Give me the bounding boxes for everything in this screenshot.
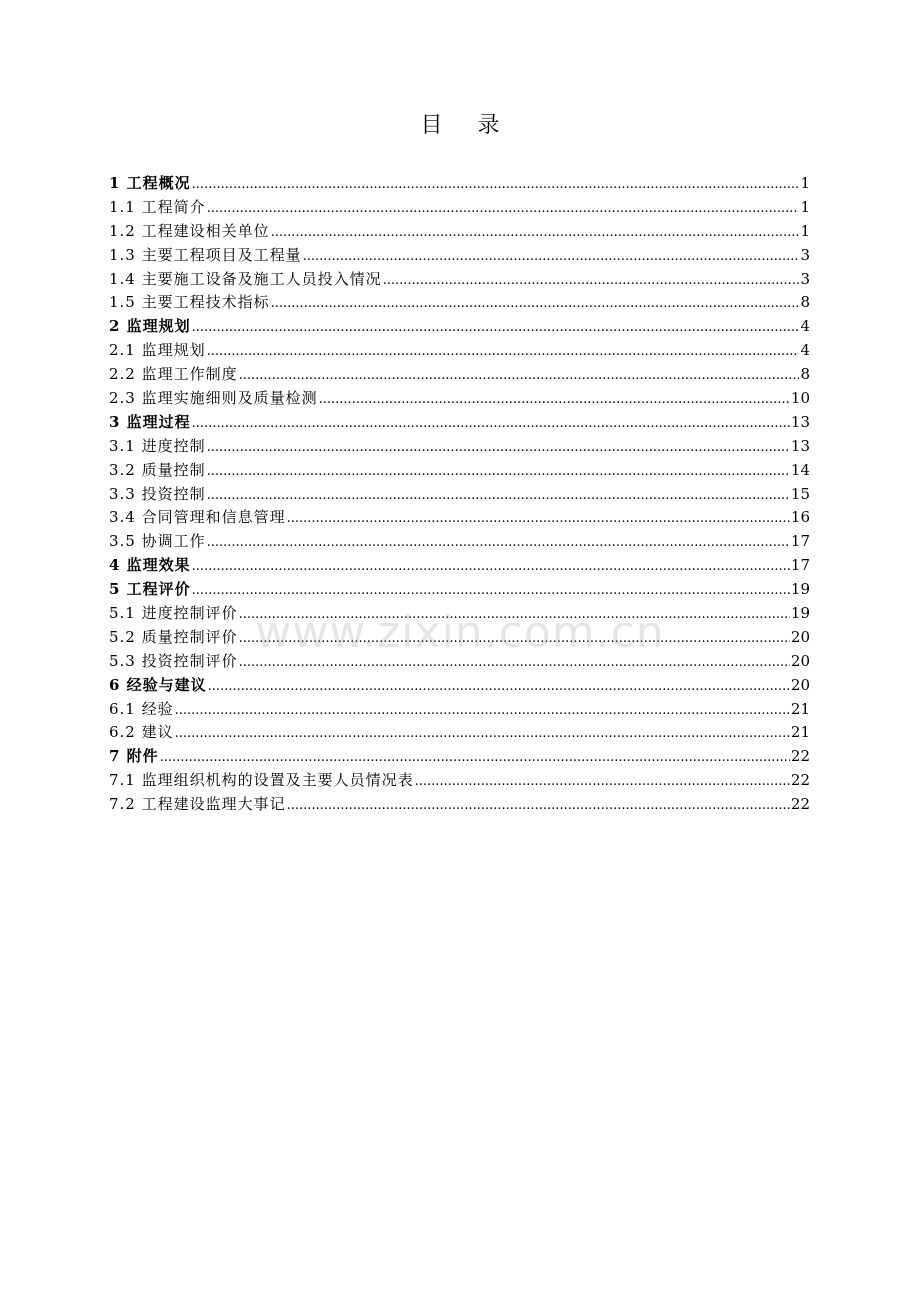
toc-entry-page-number: 1 [800, 221, 810, 240]
toc-entry-page-number: 20 [790, 675, 810, 694]
toc-dot-leader [175, 699, 790, 722]
toc-title: 目 录 [420, 113, 514, 138]
toc-entry-page-number: 13 [790, 436, 810, 455]
toc-entry-title: 6.2 建议 [109, 723, 174, 742]
toc-entry[interactable] [109, 268, 810, 292]
toc-dot-leader [192, 316, 800, 339]
toc-entry-page-number: 4 [800, 317, 810, 336]
toc-dot-leader [192, 412, 790, 435]
toc-entry-title: 2.3 监理实施细则及质量检测 [109, 389, 318, 408]
toc-entry-page-number: 17 [790, 532, 810, 551]
toc-entry[interactable] [109, 745, 810, 769]
toc-entry-title: 2.1 监理规划 [109, 341, 206, 360]
toc-entry-page-number: 21 [790, 723, 810, 742]
toc-entry-title: 3.3 投资控制 [109, 484, 206, 503]
toc-dot-leader [207, 460, 790, 483]
toc-dot-leader [271, 292, 800, 315]
toc-entry[interactable] [109, 554, 810, 578]
toc-dot-leader [160, 746, 790, 769]
toc-entry-page-number: 19 [790, 604, 810, 623]
toc-entry-title: 3 监理过程 [109, 412, 191, 431]
toc-entry-title: 1.5 主要工程技术指标 [109, 293, 270, 312]
toc-dot-leader [207, 436, 790, 459]
toc-entry[interactable] [109, 220, 810, 244]
toc-dot-leader [207, 197, 800, 220]
toc-entry-title: 6 经验与建议 [109, 675, 207, 694]
toc-entry[interactable] [109, 769, 810, 793]
toc-entry-title: 7 附件 [109, 747, 159, 766]
toc-dot-leader [207, 340, 800, 363]
toc-dot-leader [192, 173, 800, 196]
toc-entry-page-number: 20 [790, 627, 810, 646]
toc-entry-title: 4 监理效果 [109, 556, 191, 575]
toc-dot-leader [287, 507, 790, 530]
toc-dot-leader [175, 722, 790, 745]
toc-entry[interactable] [109, 244, 810, 268]
toc-entry-title: 7.2 工程建设监理大事记 [109, 795, 286, 814]
toc-entry-page-number: 21 [790, 699, 810, 718]
toc-entry[interactable] [109, 626, 810, 650]
toc-entry-title: 5.3 投资控制评价 [109, 651, 238, 670]
toc-dot-leader [383, 269, 800, 292]
toc-entry[interactable] [109, 411, 810, 435]
toc-entry-page-number: 22 [790, 795, 810, 814]
toc-entry-title: 2 监理规划 [109, 317, 191, 336]
toc-entry[interactable] [109, 363, 810, 387]
toc-dot-leader [192, 579, 790, 602]
toc-entry-page-number: 10 [790, 389, 810, 408]
toc-entry-page-number: 4 [800, 341, 810, 360]
toc-entry-page-number: 20 [790, 651, 810, 670]
toc-entry[interactable] [109, 339, 810, 363]
toc-dot-leader [239, 651, 790, 674]
toc-dot-leader [319, 388, 790, 411]
toc-entry-title: 5.2 质量控制评价 [109, 627, 238, 646]
toc-entry[interactable] [109, 530, 810, 554]
toc-entry[interactable] [109, 387, 810, 411]
toc-dot-leader [207, 531, 790, 554]
toc-dot-leader [415, 770, 790, 793]
toc-entry[interactable] [109, 650, 810, 674]
toc-entry-page-number: 16 [790, 508, 810, 527]
watermark: www.zixin.com.cn [255, 607, 665, 658]
toc-entry-page-number: 17 [790, 556, 810, 575]
toc-entry-page-number: 8 [800, 365, 810, 384]
toc-entry-title: 1.2 工程建设相关单位 [109, 221, 270, 240]
toc-entry-title: 3.5 协调工作 [109, 532, 206, 551]
toc-entry-page-number: 3 [800, 269, 810, 288]
toc-dot-leader [207, 484, 790, 507]
toc-entry[interactable] [109, 483, 810, 507]
toc-entry[interactable] [109, 172, 810, 196]
toc-entry[interactable] [109, 196, 810, 220]
toc-entry-title: 1 工程概况 [109, 174, 191, 192]
toc-entry[interactable] [109, 435, 810, 459]
toc-dot-leader [208, 675, 790, 698]
toc-list [109, 172, 810, 817]
toc-entry-page-number: 15 [790, 484, 810, 503]
toc-entry[interactable] [109, 698, 810, 722]
toc-entry-title: 3.2 质量控制 [109, 460, 206, 479]
toc-entry[interactable] [109, 459, 810, 483]
toc-entry-title: 2.2 监理工作制度 [109, 365, 238, 384]
toc-entry-page-number: 13 [790, 412, 810, 431]
toc-dot-leader [303, 245, 800, 268]
toc-entry-title: 3.4 合同管理和信息管理 [109, 508, 286, 527]
toc-dot-leader [271, 221, 800, 244]
toc-dot-leader [239, 364, 800, 387]
toc-entry-page-number: 22 [790, 771, 810, 790]
toc-entry-page-number: 19 [790, 580, 810, 599]
toc-entry[interactable] [109, 674, 810, 698]
toc-entry-title: 7.1 监理组织机构的设置及主要人员情况表 [109, 771, 414, 790]
toc-dot-leader [239, 603, 790, 626]
toc-dot-leader [287, 794, 790, 817]
toc-entry[interactable] [109, 793, 810, 817]
toc-entry-page-number: 8 [800, 293, 810, 312]
toc-entry-title: 5 工程评价 [109, 580, 191, 599]
toc-entry-title: 1.1 工程简介 [109, 197, 206, 216]
toc-entry[interactable] [109, 291, 810, 315]
toc-entry-title: 6.1 经验 [109, 699, 174, 718]
toc-entry[interactable] [109, 721, 810, 745]
toc-entry-title: 3.1 进度控制 [109, 436, 206, 455]
toc-dot-leader [192, 555, 790, 578]
toc-entry[interactable] [109, 578, 810, 602]
toc-entry[interactable] [109, 315, 810, 339]
toc-entry-page-number: 1 [800, 174, 810, 192]
toc-entry-title: 1.4 主要施工设备及施工人员投入情况 [109, 269, 382, 288]
toc-dot-leader [239, 627, 790, 650]
toc-entry-page-number: 14 [790, 460, 810, 479]
toc-entry-page-number: 1 [800, 197, 810, 216]
toc-entry-page-number: 22 [790, 747, 810, 766]
toc-entry-title: 5.1 进度控制评价 [109, 604, 238, 623]
toc-entry[interactable] [109, 506, 810, 530]
toc-entry-title: 1.3 主要工程项目及工程量 [109, 245, 302, 264]
toc-entry[interactable] [109, 602, 810, 626]
toc-entry-page-number: 3 [800, 245, 810, 264]
